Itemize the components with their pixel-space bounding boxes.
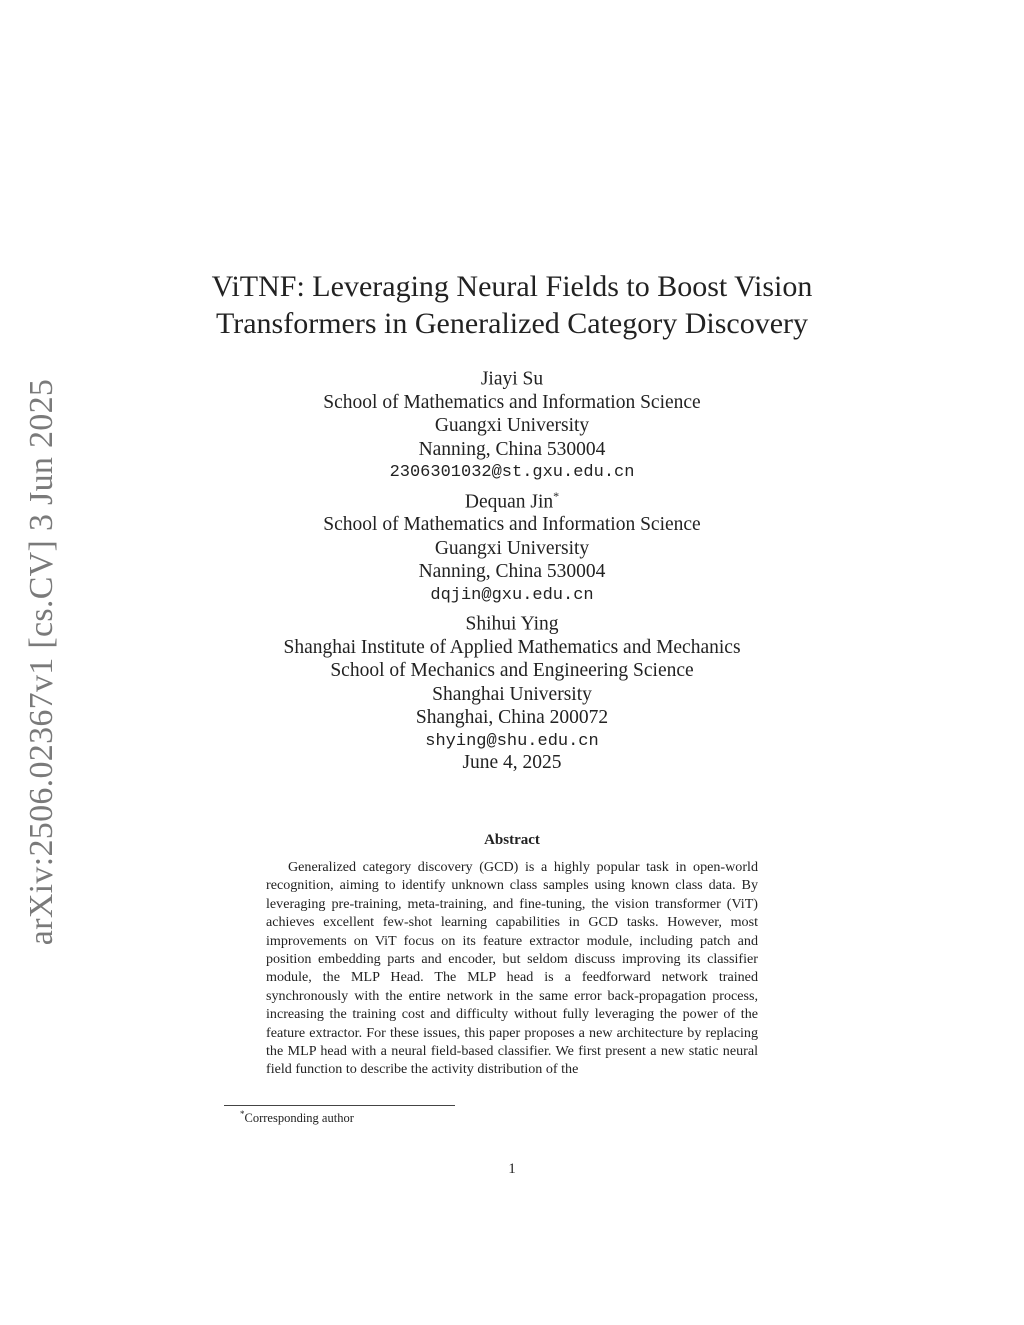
author-name: Dequan Jin* xyxy=(464,488,560,513)
author-affiliation: School of Mathematics and Information Science xyxy=(323,391,701,413)
author-block xyxy=(0,362,1024,753)
page-number: 1 xyxy=(508,1161,516,1177)
title-line-2: Transformers in Generalized Category Discovery xyxy=(215,307,809,340)
abstract-heading: Abstract xyxy=(484,832,540,848)
publication-date: June 4, 2025 xyxy=(462,752,562,773)
arxiv-identifier-stamp: arXiv:2506.02367v1 [cs.CV] 3 Jun 2025 xyxy=(23,378,60,946)
author-email: shying@shu.edu.cn xyxy=(425,731,599,751)
author-name: Jiayi Su xyxy=(480,368,544,390)
footnote-divider xyxy=(224,1105,455,1106)
author-name: Shihui Ying xyxy=(465,613,559,635)
author-affiliation: Nanning, China 530004 xyxy=(418,561,606,583)
author-email: dqjin@gxu.edu.cn xyxy=(430,585,594,605)
author-affiliation: Guangxi University xyxy=(434,415,590,437)
abstract-body: Generalized category discovery (GCD) is a highly popular task in open-world recognition, aiming to identify unknown class samples using known class data. By leveraging pre-training, meta-training, and fine-tuning, the vision transformer (ViT) achieves excellent few-shot learning capabilities in GCD tasks. However, most improvements on ViT focus on its feature extractor module, including patch and position embedding parts and encoder, but seldom discuss improving its classifier module, the MLP Head. The MLP head is a feedforward network trained synchronously with the entire network in the same error back-propagation process, increasing the training cost and difficulty without fully leveraging the power of the feature extractor. For these issues, this paper proposes a new architecture by replacing the MLP head with a neural field-based classifier. We first present a new static neural field function to describe the activity distribution of the xyxy=(266,859,758,1078)
author-affiliation: Shanghai Institute of Applied Mathematics and Mechanics xyxy=(283,636,741,658)
author-affiliation: Guangxi University xyxy=(434,537,590,559)
footnote-text: Corresponding author xyxy=(244,1111,354,1126)
paper-title xyxy=(0,268,1024,342)
author-email: 2306301032@st.gxu.edu.cn xyxy=(389,463,635,483)
author-affiliation: Nanning, China 530004 xyxy=(418,438,606,460)
footnote-mark: * xyxy=(240,1109,245,1119)
author-affiliation: Shanghai University xyxy=(432,683,592,705)
corresponding-author-mark: * xyxy=(553,488,560,503)
author-affiliation: School of Mathematics and Information Science xyxy=(323,514,701,536)
author-affiliation: School of Mechanics and Engineering Science xyxy=(330,660,694,682)
footnote xyxy=(240,1109,354,1126)
author-affiliation: Shanghai, China 200072 xyxy=(415,707,609,729)
title-line-1: ViTNF: Leveraging Neural Fields to Boost Vision xyxy=(211,270,813,303)
